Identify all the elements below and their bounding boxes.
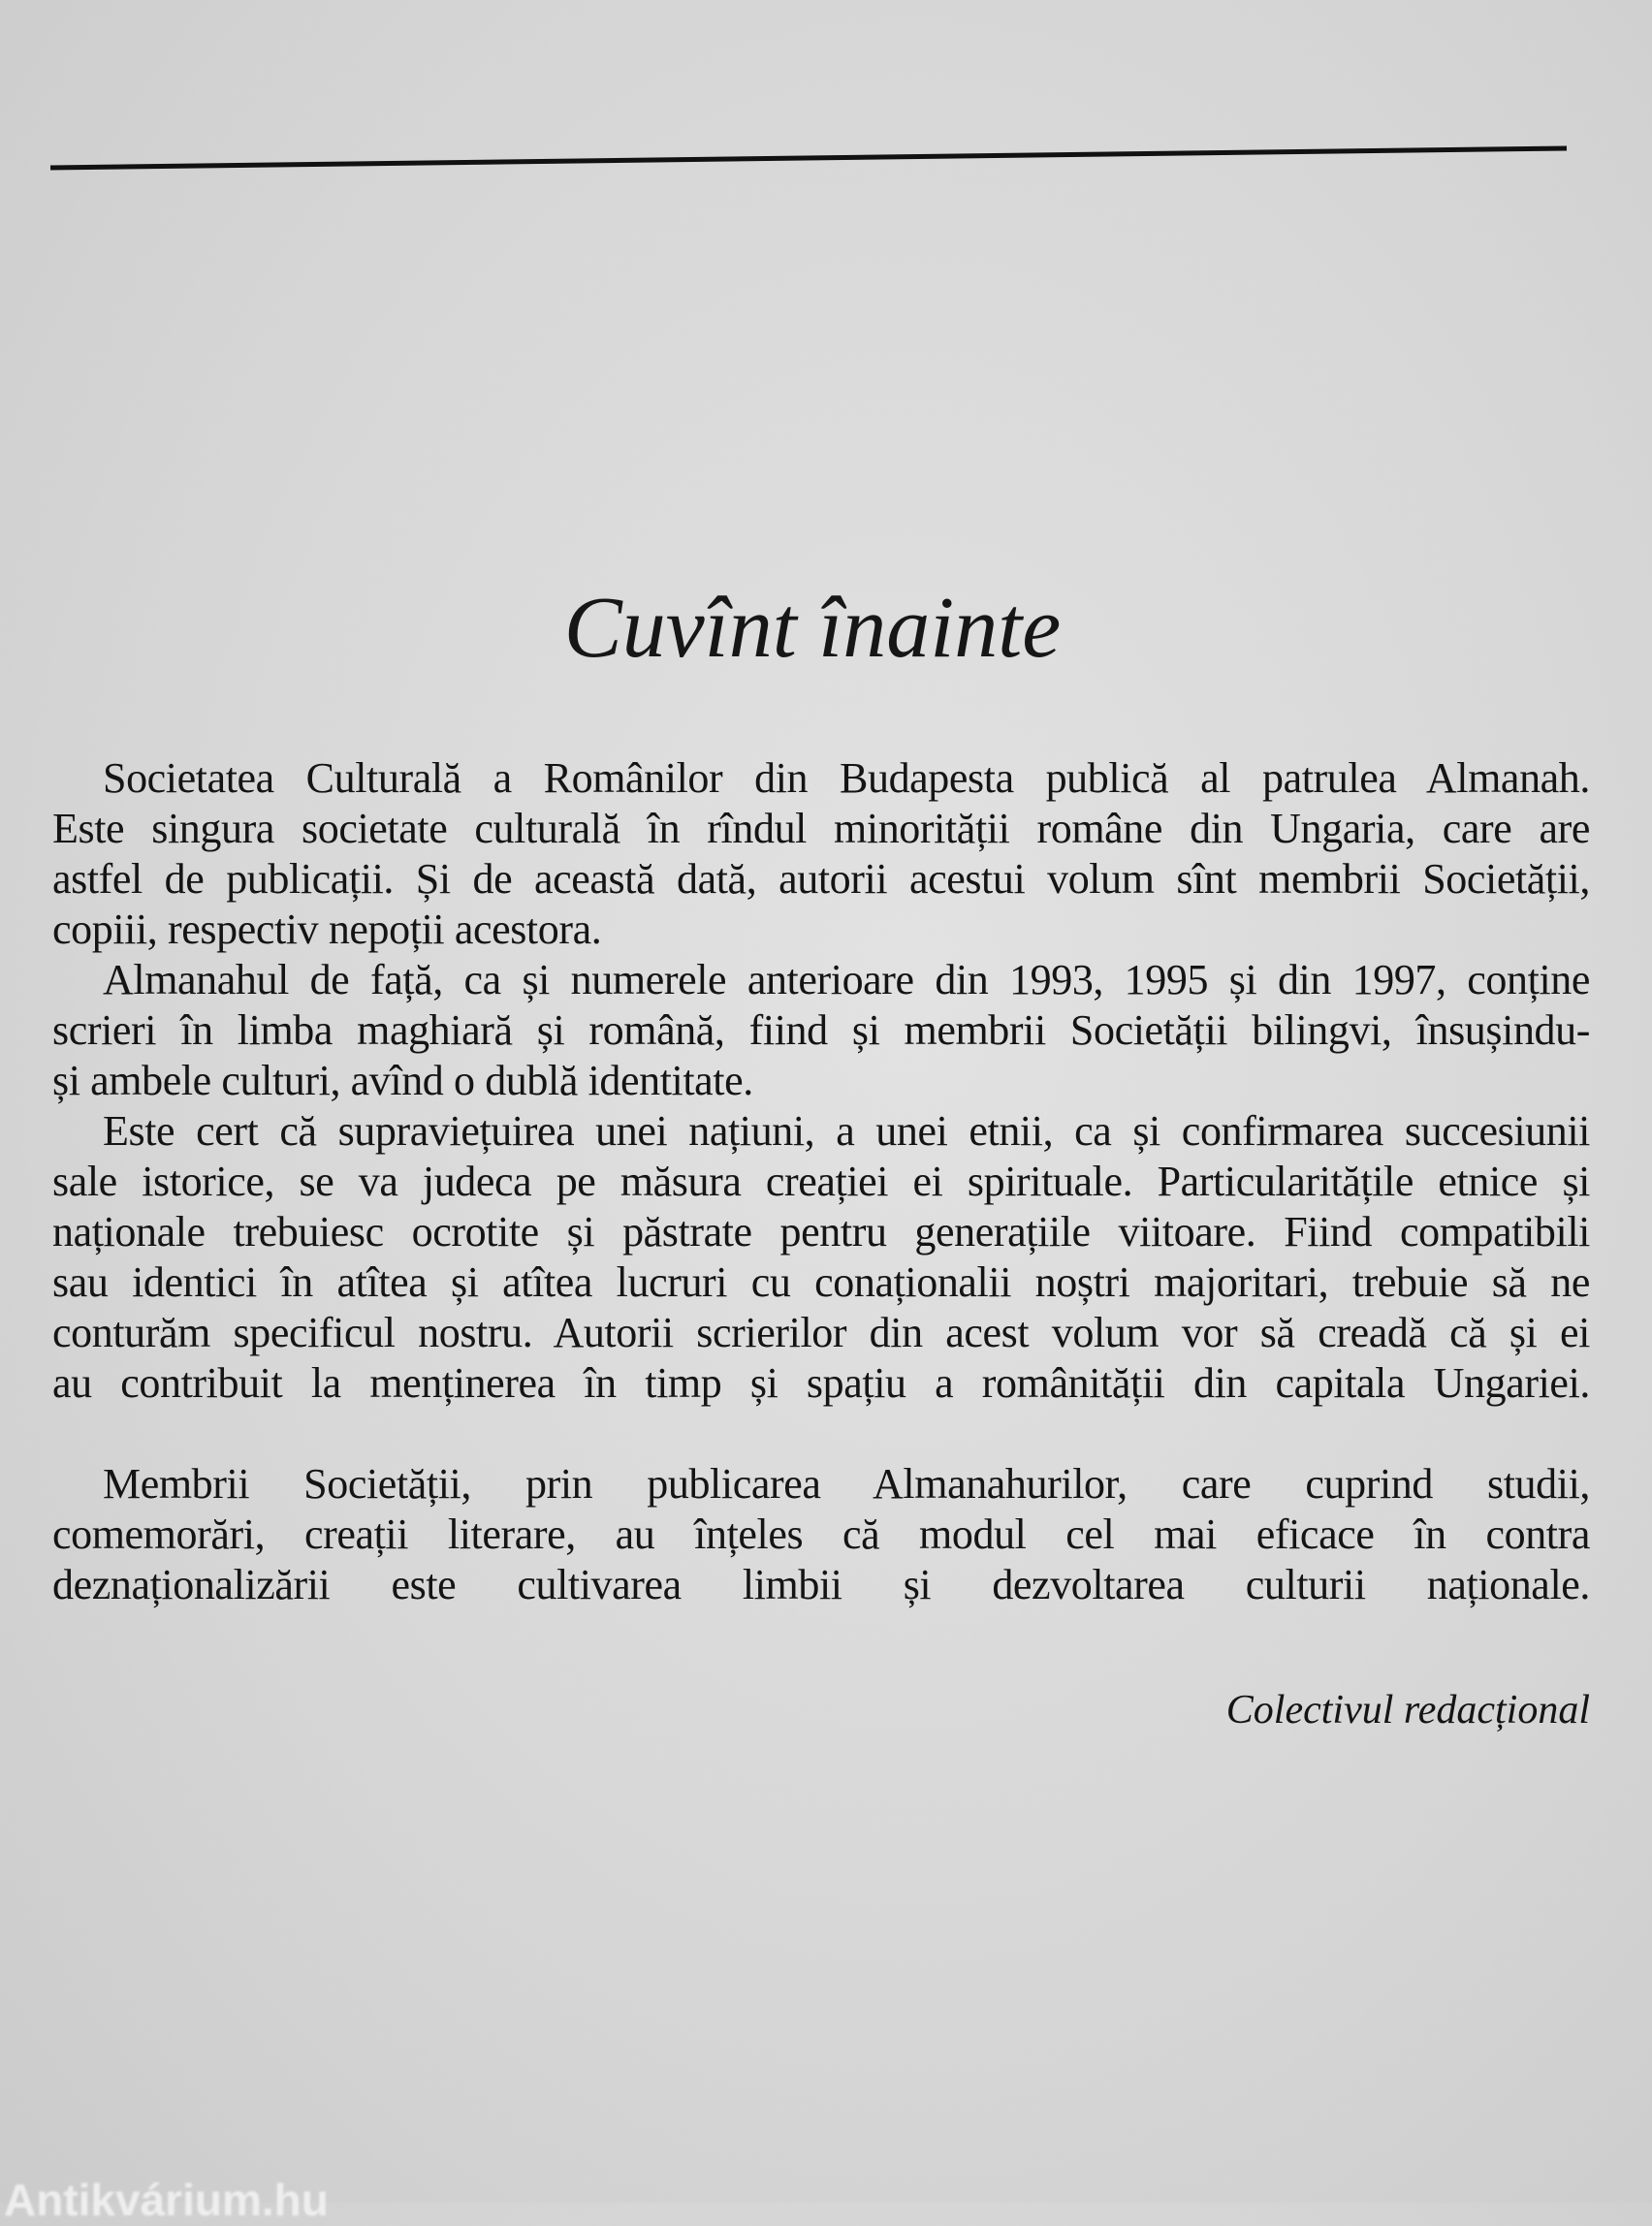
text-line: sale istorice, se va judeca pe măsura creației ei spirituale. Particularitățile etnice și xyxy=(52,1158,1590,1205)
text-line: Este singura societate culturală în rîndul minorității române din Ungaria, care are xyxy=(52,805,1590,852)
text-line: scrieri în limba maghiară și română, fiind și membrii Societății bilingvi, însușindu- xyxy=(52,1006,1590,1054)
text-line xyxy=(52,1409,1590,1459)
text-line: Este cert că supraviețuirea unei națiuni, a unei etnii, ca și confirmarea succesiunii xyxy=(103,1107,1590,1155)
text-line: Membrii Societății, prin publicarea Almanahurilor, care cuprind studii, xyxy=(103,1460,1590,1508)
text-line: naționale trebuiesc ocrotite și păstrate pentru generațiile viitoare. Fiind compatibili xyxy=(52,1208,1590,1256)
body-text xyxy=(52,753,1590,1610)
signature: Colectivul redacțional xyxy=(1225,1688,1590,1733)
text-line: copiii, respectiv nepoții acestora. xyxy=(52,906,602,953)
page-title: Cuvînt înainte xyxy=(563,580,1062,676)
paragraph xyxy=(52,955,1590,1106)
watermark: Antikvárium.hu xyxy=(4,2175,329,2225)
text-line: conturăm specificul nostru. Autorii scrierilor din acest volum vor să creadă că și ei xyxy=(52,1309,1590,1356)
paragraph xyxy=(52,1459,1590,1610)
paragraph xyxy=(52,1106,1590,1459)
text-line: Societatea Culturală a Românilor din Budapesta publică al patrulea Almanah. xyxy=(103,754,1590,802)
header-rule xyxy=(0,0,1652,252)
text-line: comemorări, creații literare, au înțeles că modul cel mai eficace în contra xyxy=(52,1510,1590,1558)
text-line: și ambele culturi, avînd o dublă identitate. xyxy=(52,1057,753,1104)
paragraph xyxy=(52,753,1590,955)
text-line: astfel de publicații. Și de această dată, autorii acestui volum sînt membrii Societății, xyxy=(52,855,1590,903)
text-line: sau identici în atîtea și atîtea lucruri cu conaționalii noștri majoritari, trebuie să ne xyxy=(52,1258,1590,1306)
text-line: au contribuit la menținerea în timp și spațiu a românității din capitala Ungariei. xyxy=(52,1359,1590,1407)
text-line: deznaționalizării este cultivarea limbii și dezvoltarea culturii naționale. xyxy=(52,1561,1590,1608)
text-line: Almanahul de față, ca și numerele anterioare din 1993, 1995 și din 1997, conține xyxy=(103,956,1590,1003)
